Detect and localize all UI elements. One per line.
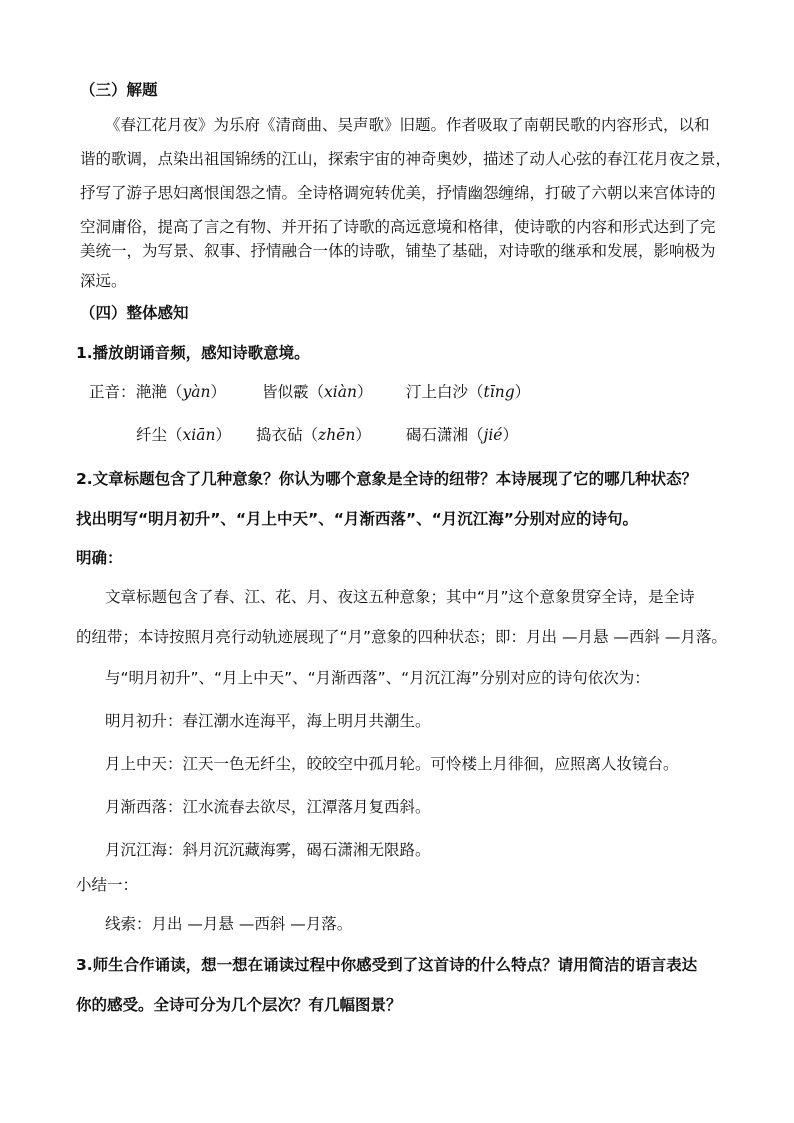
section3-line-6: 深远。 xyxy=(80,272,127,290)
pron-pinyin: xiān xyxy=(182,426,216,444)
poem-line-3: 月渐西落：江水流春去欲尽，江潭落月复西斜。 xyxy=(105,798,431,816)
answer-label: 明确： xyxy=(76,549,123,567)
section3-line-1: 《春江花月夜》为乐府《清商曲、吴声歌》旧题。作者吸取了南朝民歌的内容形式，以和 xyxy=(105,116,710,134)
pron-item-xian2: 纤尘（xiān） xyxy=(136,426,231,444)
question-1: 1.播放朗诵音频，感知诗歌意境。 xyxy=(76,344,310,362)
question-2-line-1: 2.文章标题包含了几种意象？你认为哪个意象是全诗的纽带？本诗展现了它的哪几种状态？ xyxy=(76,470,698,488)
pronunciation-label: 正音： xyxy=(89,383,136,401)
poem-line-2: 月上中天：江天一色无纤尘，皎皎空中孤月轮。可怜楼上月徘徊，应照离人妆镜台。 xyxy=(105,755,679,773)
pron-word: 碣石潇湘 xyxy=(406,426,469,444)
pron-pinyin: tīng xyxy=(483,383,515,401)
section3-line-5: 美统一，为写景、叙事、抒情融合一体的诗歌，铺垫了基础，对诗歌的继承和发展，影响极为 xyxy=(80,242,716,260)
poem-line-4: 月沉江海：斜月沉沉藏海雾，碣石潇湘无限路。 xyxy=(105,841,431,859)
pron-pinyin: xiàn xyxy=(324,383,357,401)
pron-word: 皆似霰 xyxy=(262,383,309,401)
question-3-line-1: 3.师生合作诵读，想一想在诵读过程中你感受到了这首诗的什么特点？请用简洁的语言表达 xyxy=(76,956,698,974)
section3-line-2: 谐的歌调，点染出祖国锦绣的江山，探索宇宙的神奇奥妙，描述了动人心弦的春江花月夜之景， xyxy=(80,150,732,168)
answer-line-3: 与“明月初升”、“月上中天”、“月渐西落”、“月沉江海”分别对应的诗句依次为： xyxy=(105,669,650,687)
section3-heading: （三）解题 xyxy=(80,81,158,99)
pron-item-yan: 滟滟（yàn） xyxy=(136,383,227,401)
question-3-line-2: 你的感受。全诗可分为几个层次？有几幅图景？ xyxy=(76,996,402,1014)
poem-line-1: 明月初升：春江潮水连海平，海上明月共潮生。 xyxy=(105,712,431,730)
section3-line-3: 抒写了游子思妇离恨闺怨之情。全诗格调宛转优美，抒情幽怨缠绵，打破了六朝以来宫体诗的 xyxy=(80,184,716,202)
section4-heading: （四）整体感知 xyxy=(80,304,189,322)
answer-line-1: 文章标题包含了春、江、花、月、夜这五种意象；其中“月”这个意象贯穿全诗，是全诗 xyxy=(105,588,695,606)
summary-text: 线索：月出 —月悬 —西斜 —月落。 xyxy=(105,915,353,933)
summary-label: 小结一： xyxy=(76,876,139,894)
pron-word: 汀上白沙 xyxy=(406,383,469,401)
answer-line-2: 的纽带；本诗按照月亮行动轨迹展现了“月”意象的四种状态；即：月出 —月悬 —西斜 —月落。 xyxy=(76,628,727,646)
pron-pinyin: yàn xyxy=(182,383,211,401)
pron-word: 纤尘 xyxy=(136,426,168,444)
pron-item-zhen: 捣衣砧（zhēn） xyxy=(256,426,371,444)
section3-line-4: 空洞庸俗，提高了言之有物、并开拓了诗歌的高远意境和格律，使诗歌的内容和形式达到了完 xyxy=(80,218,716,236)
question-2-line-2: 找出明写“明月初升”、“月上中天”、“月渐西落”、“月沉江海”分别对应的诗句。 xyxy=(76,510,638,528)
pron-item-jie: 碣石潇湘（jié） xyxy=(406,426,518,444)
pron-word: 滟滟 xyxy=(136,383,168,401)
pron-pinyin: zhēn xyxy=(318,426,356,444)
pron-item-xian: 皆似霰（xiàn） xyxy=(262,383,373,401)
pron-item-ting: 汀上白沙（tīng） xyxy=(406,383,531,401)
pron-word: 捣衣砧 xyxy=(256,426,303,444)
pron-pinyin: jié xyxy=(483,426,503,444)
